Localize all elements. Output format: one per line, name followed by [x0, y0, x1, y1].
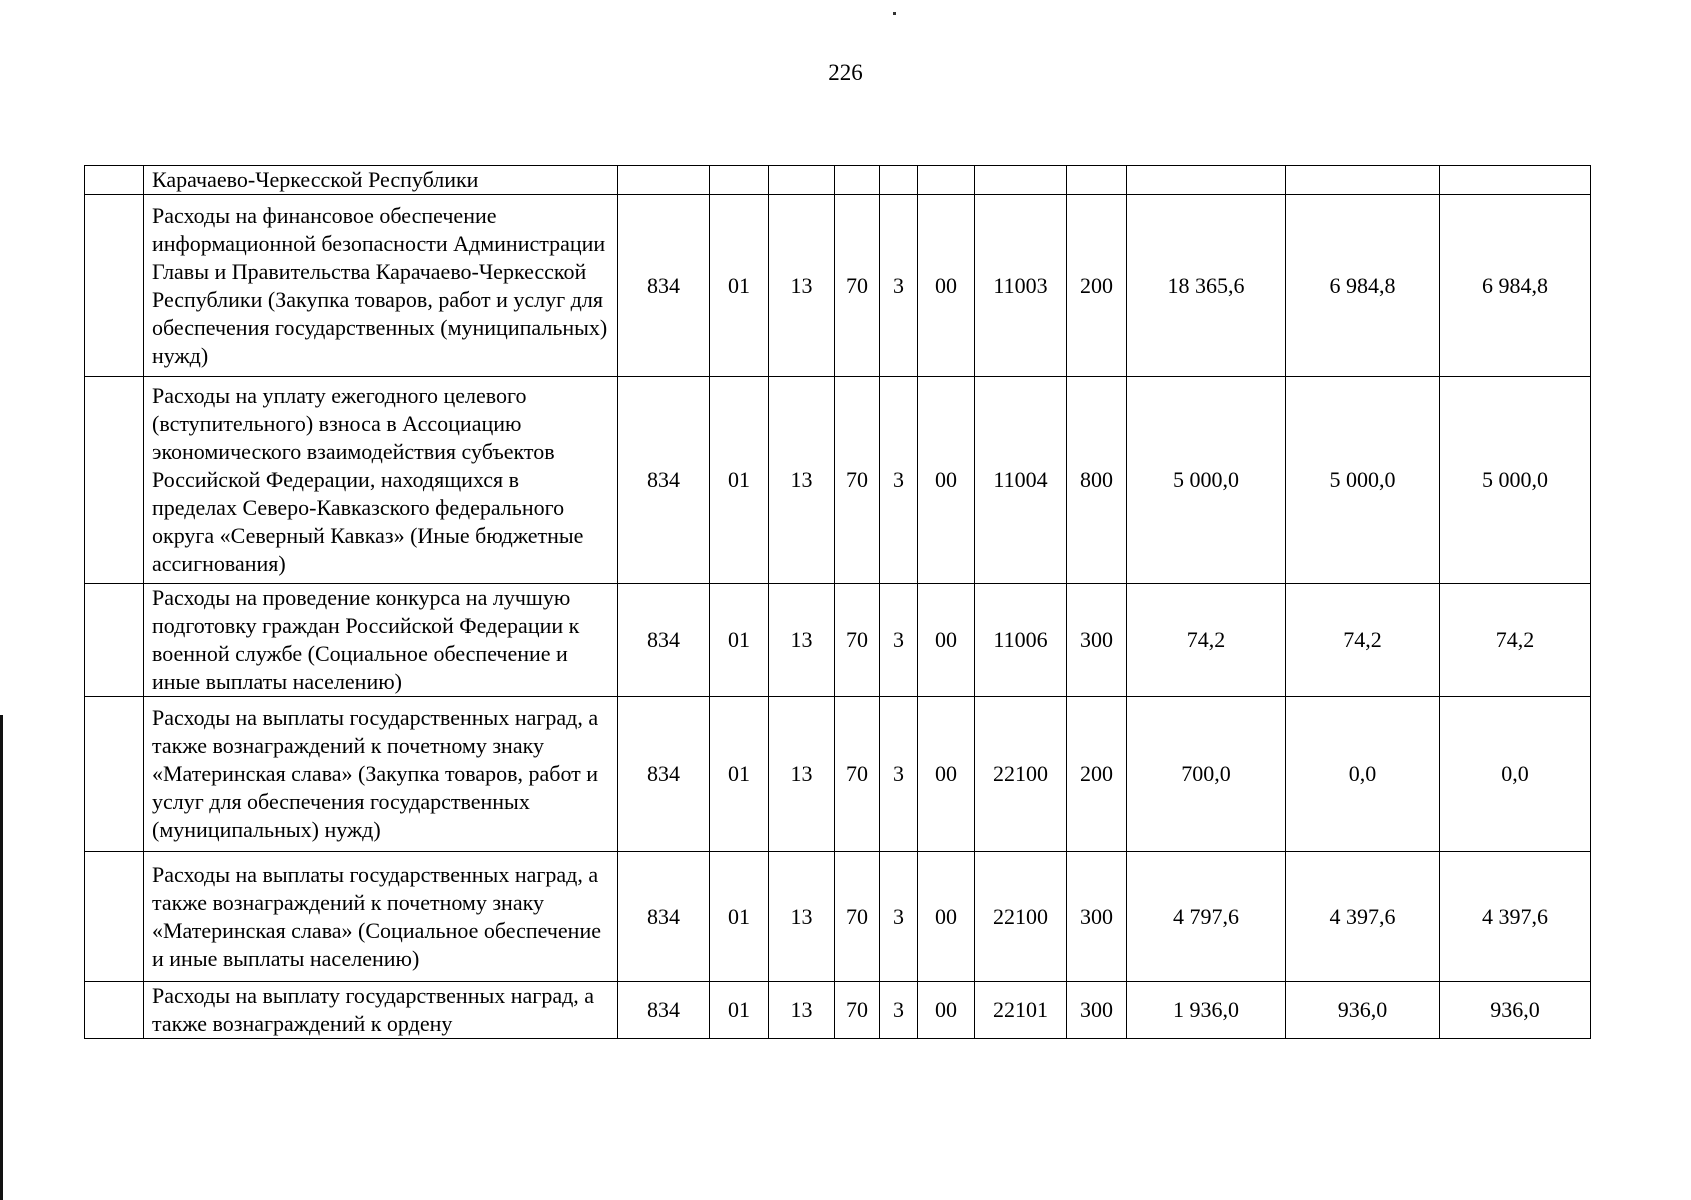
main-event-cell — [918, 166, 975, 195]
table-row — [85, 377, 1591, 584]
expense-direction-cell: 11004 — [975, 377, 1067, 584]
row-number-cell — [85, 982, 144, 1039]
program-cell: 70 — [835, 697, 880, 852]
amount-year3-cell: 74,2 — [1440, 584, 1591, 697]
expense-direction-cell: 11003 — [975, 195, 1067, 377]
admin-code-cell: 834 — [618, 584, 710, 697]
expense-type-cell: 300 — [1067, 982, 1127, 1039]
amount-year1-cell — [1127, 166, 1286, 195]
amount-year2-cell: 74,2 — [1286, 584, 1440, 697]
expense-direction-cell: 22100 — [975, 852, 1067, 982]
subprogram-cell: 3 — [880, 377, 918, 584]
budget-table — [84, 165, 1591, 1039]
scan-edge-bar — [0, 715, 3, 1200]
row-number-cell — [85, 697, 144, 852]
amount-year3-cell: 5 000,0 — [1440, 377, 1591, 584]
main-event-cell: 00 — [918, 982, 975, 1039]
subsection-cell: 13 — [769, 195, 835, 377]
admin-code-cell: 834 — [618, 852, 710, 982]
table-row — [85, 584, 1591, 697]
subprogram-cell: 3 — [880, 852, 918, 982]
table-row — [85, 852, 1591, 982]
section-cell: 01 — [710, 195, 769, 377]
expense-type-cell: 200 — [1067, 195, 1127, 377]
subprogram-cell: 3 — [880, 584, 918, 697]
main-event-cell: 00 — [918, 195, 975, 377]
amount-year1-cell: 4 797,6 — [1127, 852, 1286, 982]
row-number-cell — [85, 195, 144, 377]
amount-year2-cell — [1286, 166, 1440, 195]
amount-year3-cell: 4 397,6 — [1440, 852, 1591, 982]
program-cell — [835, 166, 880, 195]
subprogram-cell: 3 — [880, 982, 918, 1039]
section-cell — [710, 166, 769, 195]
expense-type-cell: 800 — [1067, 377, 1127, 584]
description-cell: Расходы на проведение конкурса на лучшую подготовку граждан Российской Федерации к военной службе (Социальное обеспечение и иные выплаты населению) — [144, 584, 618, 697]
amount-year2-cell: 5 000,0 — [1286, 377, 1440, 584]
subprogram-cell — [880, 166, 918, 195]
program-cell: 70 — [835, 584, 880, 697]
subsection-cell: 13 — [769, 982, 835, 1039]
description-cell: Расходы на уплату ежегодного целевого (вступительного) взноса в Ассоциацию экономического взаимодействия субъектов Российской Федерации, находящихся в пределах Северо-Кавказского федерального округа «Северный Кавказ» (Иные бюджетные ассигнования) — [144, 377, 618, 584]
program-cell: 70 — [835, 852, 880, 982]
description-cell: Расходы на выплату государственных наград, а также вознаграждений к ордену — [144, 982, 618, 1039]
table-row — [85, 982, 1591, 1039]
amount-year2-cell: 0,0 — [1286, 697, 1440, 852]
description-cell: Расходы на финансовое обеспечение информационной безопасности Администрации Главы и Правительства Карачаево-Черкесской Республики (Закупка товаров, работ и услуг для обеспечения государственных (муниципальных) нужд) — [144, 195, 618, 377]
table-row — [85, 697, 1591, 852]
amount-year1-cell: 700,0 — [1127, 697, 1286, 852]
expense-direction-cell: 22100 — [975, 697, 1067, 852]
main-event-cell: 00 — [918, 697, 975, 852]
expense-direction-cell: 11006 — [975, 584, 1067, 697]
expense-type-cell: 200 — [1067, 697, 1127, 852]
amount-year2-cell: 4 397,6 — [1286, 852, 1440, 982]
amount-year1-cell: 18 365,6 — [1127, 195, 1286, 377]
table-row — [85, 166, 1591, 195]
description-cell: Расходы на выплаты государственных наград, а также вознаграждений к почетному знаку «Материнская слава» (Социальное обеспечение и иные выплаты населению) — [144, 852, 618, 982]
amount-year1-cell: 74,2 — [1127, 584, 1286, 697]
admin-code-cell — [618, 166, 710, 195]
subsection-cell: 13 — [769, 852, 835, 982]
row-number-cell — [85, 166, 144, 195]
section-cell: 01 — [710, 584, 769, 697]
amount-year3-cell — [1440, 166, 1591, 195]
section-cell: 01 — [710, 377, 769, 584]
description-cell: Карачаево-Черкесской Республики — [144, 166, 618, 195]
subsection-cell: 13 — [769, 584, 835, 697]
admin-code-cell: 834 — [618, 377, 710, 584]
amount-year3-cell: 6 984,8 — [1440, 195, 1591, 377]
section-cell: 01 — [710, 982, 769, 1039]
amount-year2-cell: 936,0 — [1286, 982, 1440, 1039]
row-number-cell — [85, 377, 144, 584]
admin-code-cell: 834 — [618, 195, 710, 377]
program-cell: 70 — [835, 195, 880, 377]
amount-year2-cell: 6 984,8 — [1286, 195, 1440, 377]
subsection-cell: 13 — [769, 377, 835, 584]
subprogram-cell: 3 — [880, 697, 918, 852]
admin-code-cell: 834 — [618, 697, 710, 852]
expense-direction-cell: 22101 — [975, 982, 1067, 1039]
amount-year1-cell: 1 936,0 — [1127, 982, 1286, 1039]
main-event-cell: 00 — [918, 852, 975, 982]
subsection-cell: 13 — [769, 697, 835, 852]
expense-type-cell: 300 — [1067, 584, 1127, 697]
subprogram-cell: 3 — [880, 195, 918, 377]
amount-year3-cell: 0,0 — [1440, 697, 1591, 852]
row-number-cell — [85, 852, 144, 982]
expense-type-cell: 300 — [1067, 852, 1127, 982]
scan-speck — [893, 12, 896, 15]
program-cell: 70 — [835, 982, 880, 1039]
amount-year1-cell: 5 000,0 — [1127, 377, 1286, 584]
expense-type-cell — [1067, 166, 1127, 195]
page-number: 226 — [828, 60, 863, 85]
amount-year3-cell: 936,0 — [1440, 982, 1591, 1039]
expense-direction-cell — [975, 166, 1067, 195]
main-event-cell: 00 — [918, 377, 975, 584]
table-row — [85, 195, 1591, 377]
description-cell: Расходы на выплаты государственных наград, а также вознаграждений к почетному знаку «Материнская слава» (Закупка товаров, работ и услуг для обеспечения государственных (муниципальных) нужд) — [144, 697, 618, 852]
section-cell: 01 — [710, 852, 769, 982]
main-event-cell: 00 — [918, 584, 975, 697]
row-number-cell — [85, 584, 144, 697]
program-cell: 70 — [835, 377, 880, 584]
admin-code-cell: 834 — [618, 982, 710, 1039]
subsection-cell — [769, 166, 835, 195]
section-cell: 01 — [710, 697, 769, 852]
